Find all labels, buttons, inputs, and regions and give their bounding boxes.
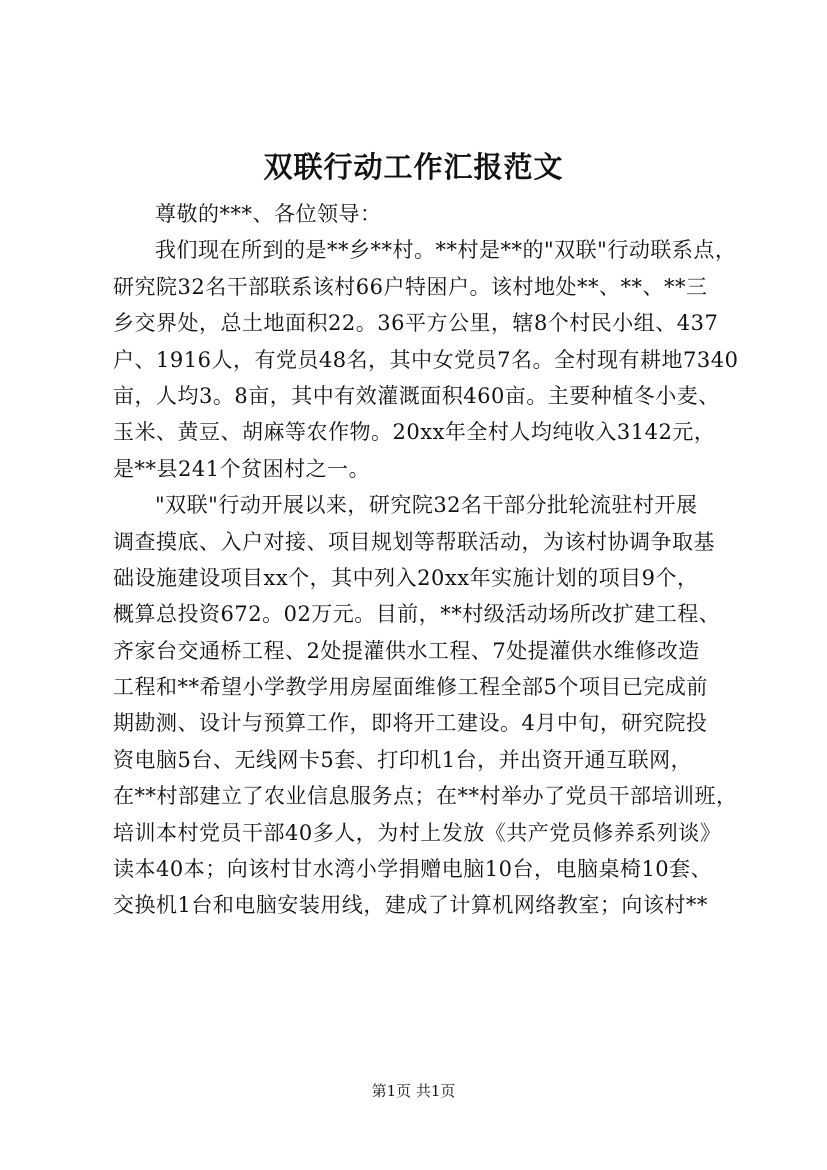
- body-line: 尊敬的***、各位领导：: [155, 202, 382, 226]
- page-footer: 第1页 共1页: [371, 1082, 456, 1100]
- body-line: "双联"行动开展以来，研究院32名干部分批轮流驻村开展: [155, 493, 698, 518]
- body-line: 研究院32名干部联系该村66户特困户。该村地处**、**、**三: [113, 274, 708, 299]
- body-line: 户、1916人，有党员48名，其中女党员7名。全村现有耕地7340: [113, 347, 739, 372]
- body-line: 调查摸底、入户对接、项目规划等帮联活动，为该村协调争取基: [113, 529, 715, 554]
- body-line: 培训本村党员干部40多人，为村上发放《共产党员修养系列谈》: [113, 820, 722, 845]
- body-line: 工程和**希望小学教学用房屋面维修工程全部5个项目已完成前: [113, 675, 708, 700]
- body-line: 亩，人均3。8亩，其中有效灌溉面积460亩。主要种植冬小麦、: [113, 383, 720, 408]
- body-line: 在**村部建立了农业信息服务点；在**村举办了党员干部培训班，: [113, 784, 738, 809]
- body-line: 齐家台交通桥工程、2处提灌供水工程、7处提灌供水维修改造: [113, 638, 700, 663]
- body-line: 础设施建设项目xx个，其中列入20xx年实施计划的项目9个，: [113, 565, 699, 590]
- document-body: [113, 196, 739, 924]
- body-line: 资电脑5台、无线网卡5套、打印机1台，并出资开通互联网，: [113, 747, 693, 772]
- body-line: 玉米、黄豆、胡麻等农作物。20xx年全村人均纯收入3142元，: [113, 420, 716, 445]
- document-title: 双联行动工作汇报范文: [263, 150, 564, 184]
- body-line: 读本40本；向该村甘水湾小学捐赠电脑10台，电脑桌椅10套、: [113, 857, 713, 882]
- body-line: 我们现在所到的是**乡**村。**村是**的"双联"行动联系点，: [155, 238, 737, 263]
- body-line: 期勘测、设计与预算工作，即将开工建设。4月中旬，研究院投: [113, 711, 708, 736]
- body-line: 概算总投资672。02万元。目前，**村级活动场所改扩建工程、: [113, 602, 721, 627]
- body-line: 是**县241个贫困村之一。: [113, 456, 371, 481]
- body-line: 交换机1台和电脑安装用线，建成了计算机网络教室；向该村**: [113, 893, 708, 918]
- body-line: 乡交界处，总土地面积22。36平方公里，辖8个村民小组、437: [113, 311, 719, 336]
